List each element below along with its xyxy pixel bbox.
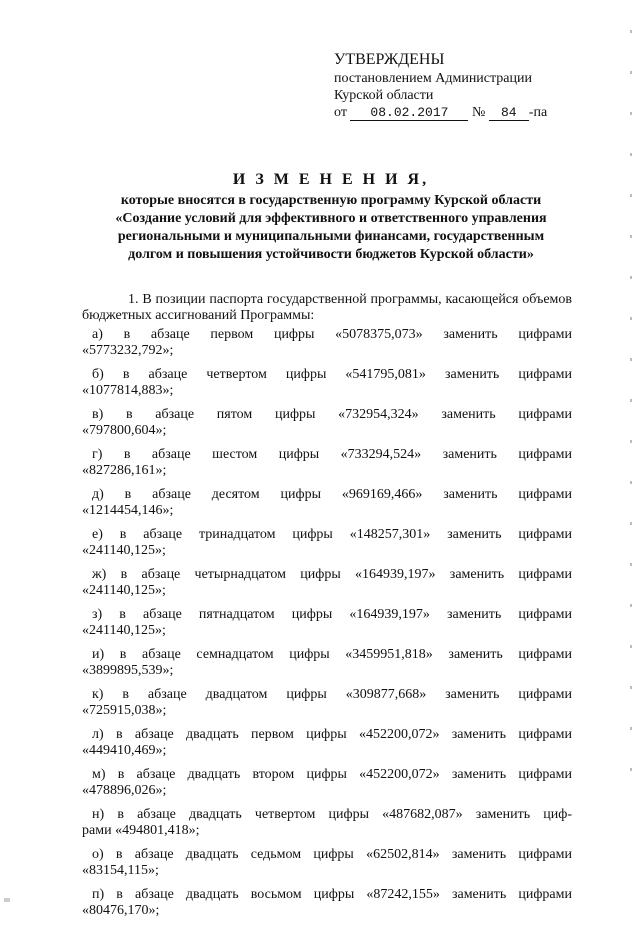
document-body [82,292,572,927]
amendment-item: п) в абзаце двадцать восьмом цифры «87242,155» заменить цифрами [92,887,572,902]
amendment-item: м) в абзаце двадцать втором цифры «452200,072» заменить цифрами [92,767,572,782]
intro-paragraph: 1. В позиции паспорта государственной программы, касающейся объемов бюджетных ассигнований Программы: [82,292,572,323]
amendment-item-continuation: «80476,170»; [82,903,160,918]
amendment-item: б) в абзаце четвертом цифры «541795,081» заменить цифрами [92,367,572,382]
heading-line: «Создание условий для эффективного и ответственного управления [115,211,547,226]
number-suffix: -па [528,105,548,120]
amendment-item-continuation: «1077814,883»; [82,383,174,398]
amendment-item: д) в абзаце десятом цифры «969169,466» заменить цифрами [92,487,572,502]
amendment-item: а) в абзаце первом цифры «5078375,073» заменить цифрами [92,327,572,342]
scan-mark [4,898,10,902]
approval-line-2: Курской области [334,88,434,103]
approval-date-line [334,104,614,121]
amendment-list [82,327,572,919]
amendment-item-continuation: «83154,115»; [82,863,159,878]
amendment-item: е) в абзаце тринадцатом цифры «148257,301» заменить цифрами [92,527,572,542]
approval-date: 08.02.2017 [350,106,468,121]
amendment-item: н) в абзаце двадцать четвертом цифры «487682,087» заменить циф- [92,807,572,822]
amendment-item-continuation: рами «494801,418»; [82,823,200,838]
amendment-item-continuation: «797800,604»; [82,423,167,438]
heading-line: которые вносятся в государственную программу Курской области [120,193,542,208]
amendment-item-continuation: «478896,026»; [82,783,167,798]
amendment-item: л) в абзаце двадцать первом цифры «452200,072» заменить цифрами [92,727,572,742]
document-heading [70,170,592,264]
number-sign: № [471,105,486,120]
amendment-item: в) в абзаце пятом цифры «732954,324» заменить цифрами [92,407,572,422]
amendment-item-continuation: «827286,161»; [82,463,167,478]
approval-number: 84 [489,106,529,121]
amendment-item-continuation: «241140,125»; [82,623,166,638]
amendment-item: з) в абзаце пятнадцатом цифры «164939,197» заменить цифрами [92,607,572,622]
approval-line-1: постановлением Администрации [334,71,532,86]
date-prefix: от [334,105,347,120]
amendment-item-continuation: «241140,125»; [82,583,166,598]
approval-block [334,50,614,121]
amendment-item-continuation: «725915,038»; [82,703,167,718]
amendment-item: к) в абзаце двадцатом цифры «309877,668» заменить цифрами [92,687,572,702]
amendment-item: г) в абзаце шестом цифры «733294,524» заменить цифрами [92,447,572,462]
amendment-item-continuation: «5773232,792»; [82,343,174,358]
amendment-item-continuation: «1214454,146»; [82,503,174,518]
heading-line: долгом и повышения устойчивости бюджетов Курской области» [128,247,534,262]
amendment-item-continuation: «241140,125»; [82,543,166,558]
approval-title: УТВЕРЖДЕНЫ [334,51,445,68]
amendment-item-continuation: «449410,469»; [82,743,167,758]
heading-line: региональными и муниципальными финансами, государственным [117,229,545,244]
heading-title: И З М Е Н Е Н И Я, [232,171,430,188]
amendment-item-continuation: «3899895,539»; [82,663,174,678]
binding-marks [628,30,634,790]
amendment-item: о) в абзаце двадцать седьмом цифры «62502,814» заменить цифрами [92,847,572,862]
amendment-item: и) в абзаце семнадцатом цифры «3459951,818» заменить цифрами [92,647,572,662]
amendment-item: ж) в абзаце четырнадцатом цифры «164939,197» заменить цифрами [92,567,572,582]
